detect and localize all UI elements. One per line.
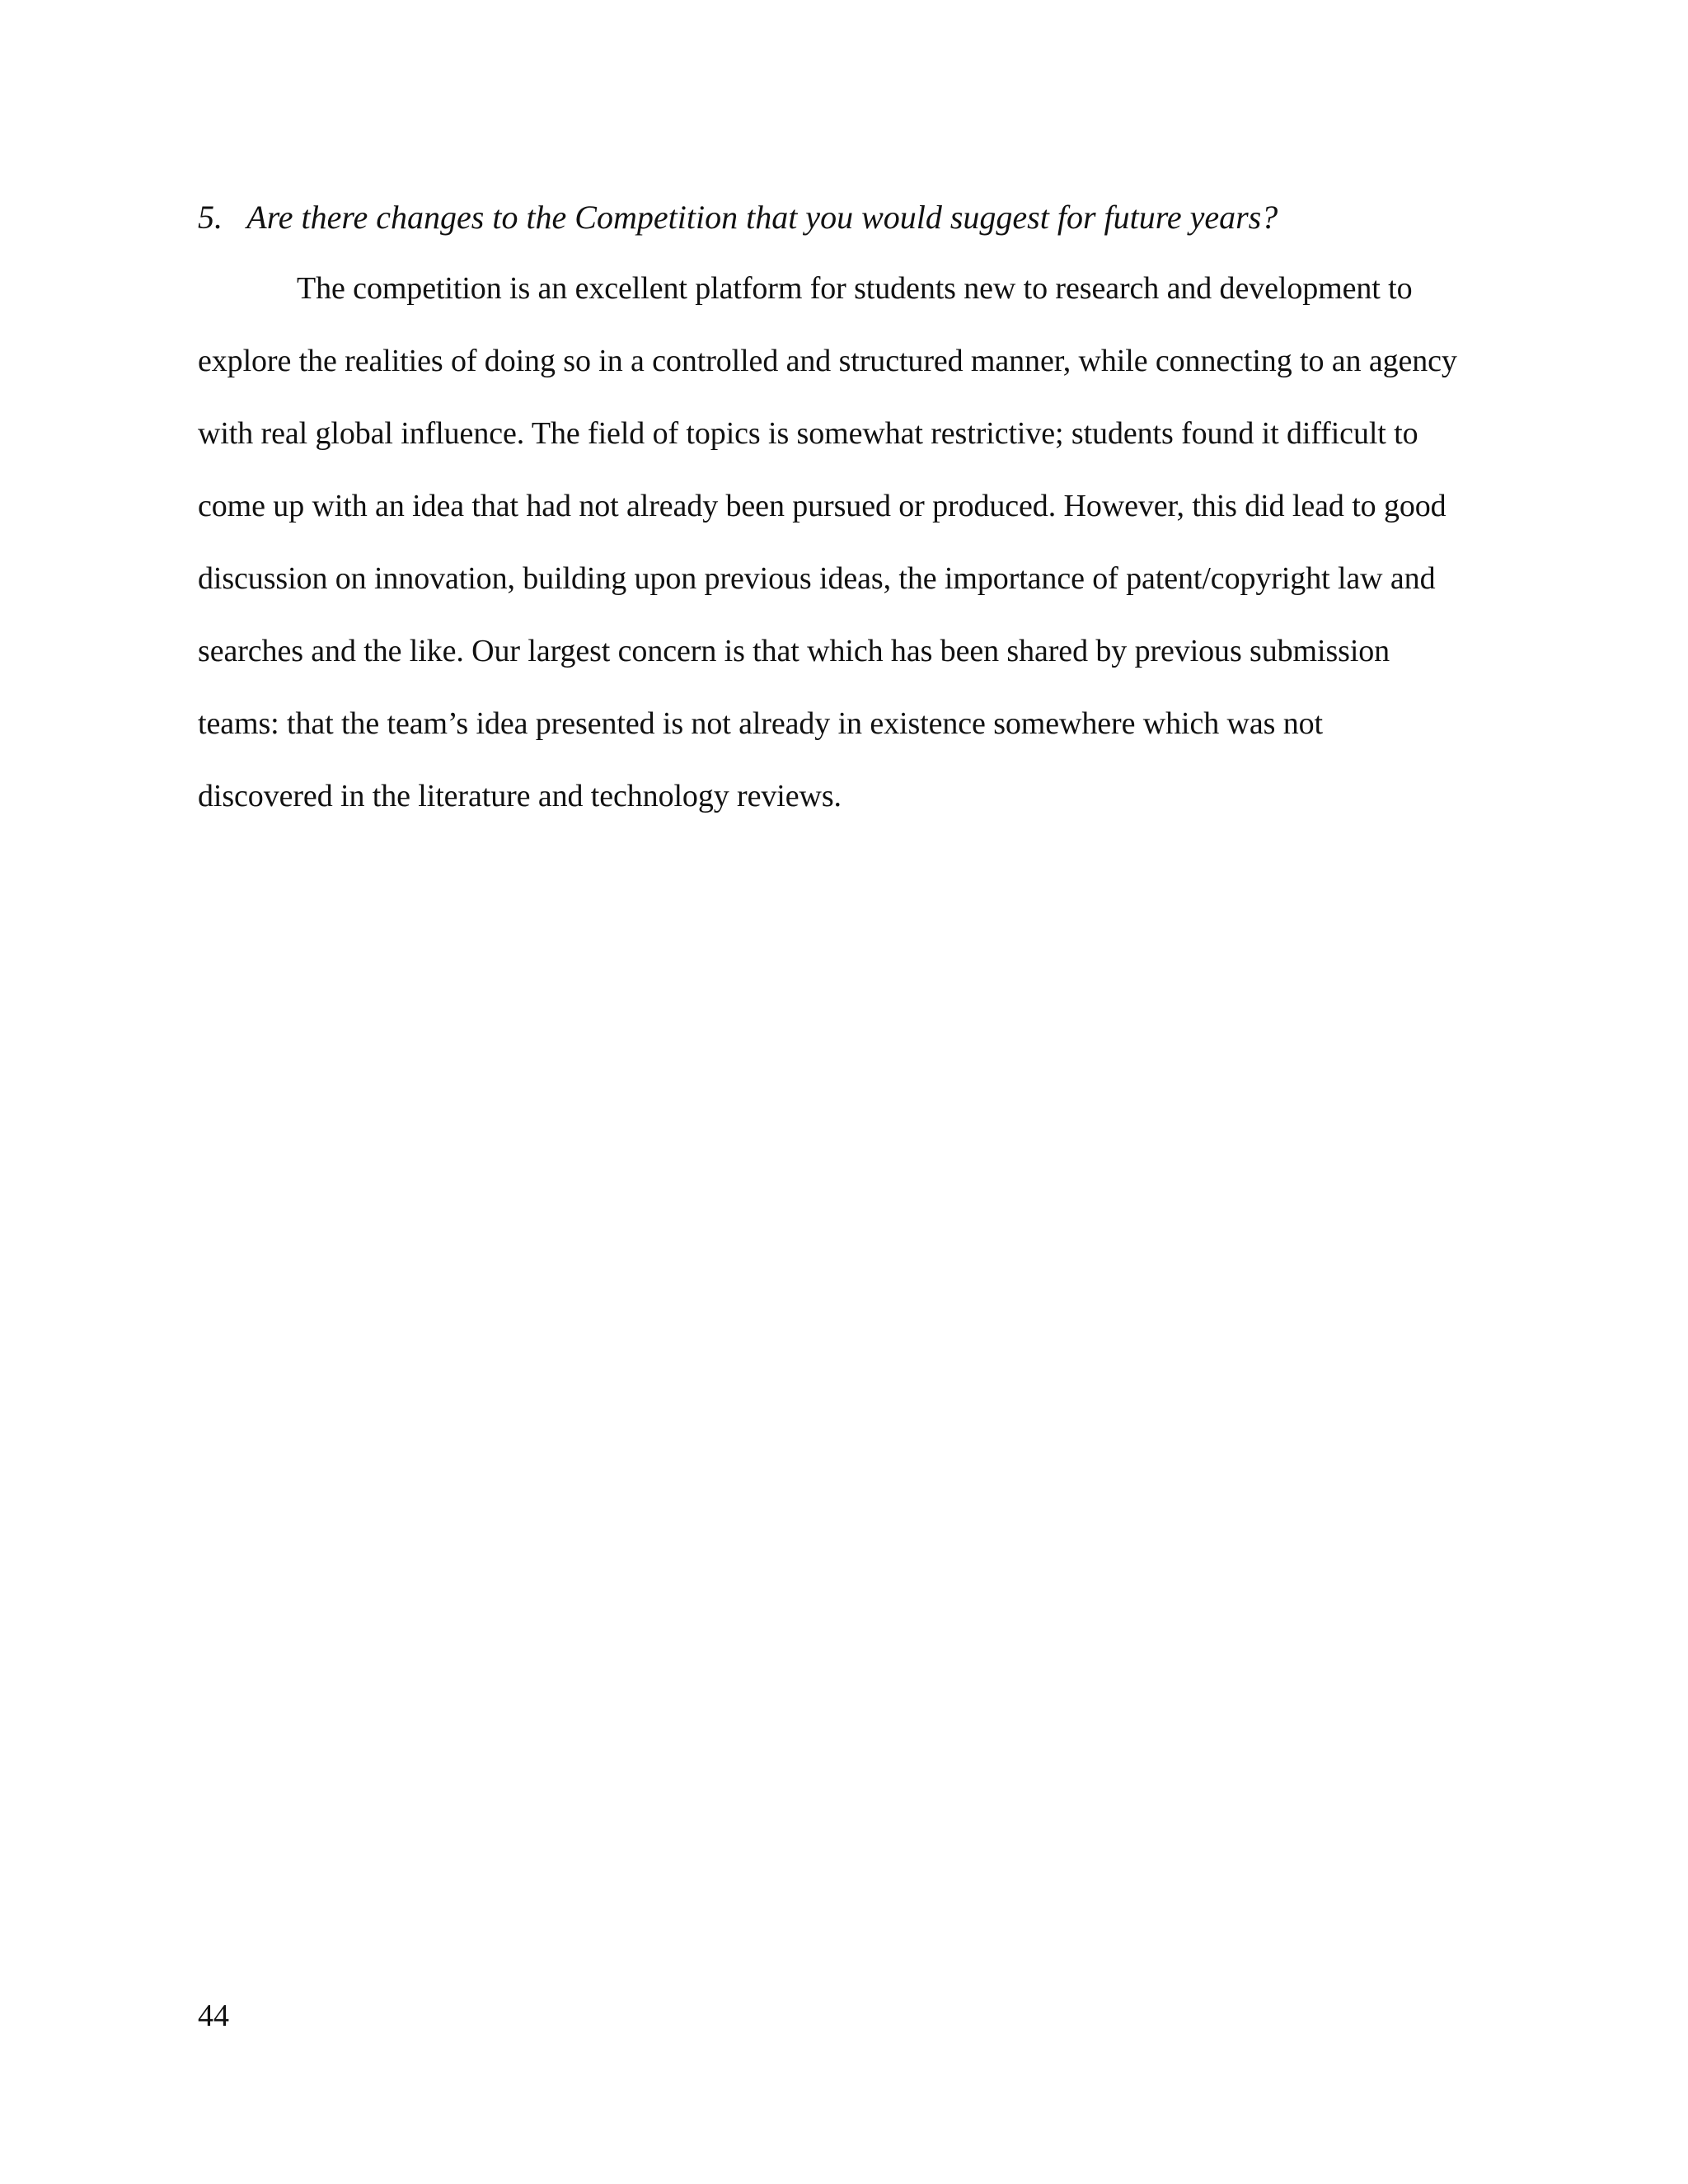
paragraph-line: explore the realities of doing so in a controlled and structured manner, while connecting to an agency xyxy=(198,344,1457,378)
question-text: Are there changes to the Competition that you would suggest for future years? xyxy=(246,199,1278,236)
paragraph-line: discussion on innovation, building upon previous ideas, the importance of patent/copyright law and xyxy=(198,561,1436,596)
question-number: 5. xyxy=(198,199,223,236)
paragraph-line: searches and the like. Our largest concern is that which has been shared by previous submission xyxy=(198,634,1390,668)
page-number: 44 xyxy=(198,1999,229,2033)
paragraph-line: The competition is an excellent platform for students new to research and development to xyxy=(297,271,1413,306)
paragraph-line: teams: that the team’s idea presented is not already in existence somewhere which was not xyxy=(198,706,1323,741)
paragraph-line: come up with an idea that had not already been pursued or produced. However, this did lead to good xyxy=(198,489,1447,523)
paragraph-line: with real global influence. The field of topics is somewhat restrictive; students found it difficult to xyxy=(198,416,1418,451)
question-heading xyxy=(198,194,1517,241)
paragraph-line: discovered in the literature and technology reviews. xyxy=(198,779,842,813)
answer-paragraph xyxy=(198,265,1484,846)
